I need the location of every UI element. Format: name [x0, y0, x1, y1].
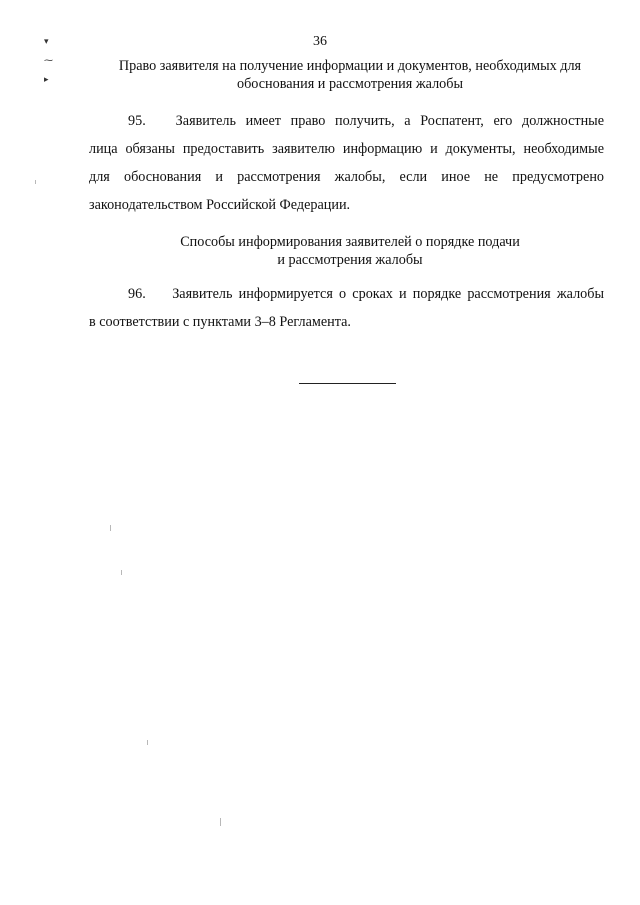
heading-line: Способы информирования заявителей о порядке подачи	[180, 234, 520, 250]
scan-mark: ⁓	[44, 55, 53, 65]
section-heading-informing-methods	[80, 233, 620, 269]
scan-speck	[147, 740, 148, 745]
paragraph-text: Заявитель информируется о сроках и порядке рассмотрения жалобы	[172, 286, 605, 302]
paragraph-line: законодательством Российской Федерации.	[89, 197, 351, 213]
scan-speck	[121, 570, 122, 575]
paragraph-text: Заявитель имеет право получить, а Роспатент, его должностные	[175, 113, 604, 129]
paragraph-line: в соответствии с пунктами 3–8 Регламента.	[89, 314, 351, 330]
paragraph-95	[89, 107, 604, 219]
paragraph-line: лица обязаны предоставить заявителю информацию и документы, необходимые	[89, 141, 604, 157]
paragraph-line	[89, 107, 604, 135]
heading-line: и рассмотрения жалобы	[277, 252, 423, 268]
heading-line: Право заявителя на получение информации и документов, необходимых для	[118, 58, 582, 74]
scan-mark: ▸	[44, 74, 49, 84]
page-number: 36	[313, 34, 327, 49]
scan-speck	[35, 180, 36, 184]
paragraph-number: 96.	[128, 286, 146, 302]
heading-line: обоснования и рассмотрения жалобы	[237, 76, 463, 92]
scan-speck	[110, 525, 111, 531]
scan-mark: ▾	[44, 36, 49, 46]
paragraph-96	[89, 280, 604, 336]
section-heading-applicant-rights	[78, 57, 622, 93]
paragraph-line: для обоснования и рассмотрения жалобы, если иное не предусмотрено	[89, 169, 604, 185]
paragraph-number: 95.	[128, 113, 146, 129]
scan-speck	[220, 818, 221, 826]
paragraph-line	[89, 280, 604, 308]
end-of-text-rule	[299, 383, 396, 384]
